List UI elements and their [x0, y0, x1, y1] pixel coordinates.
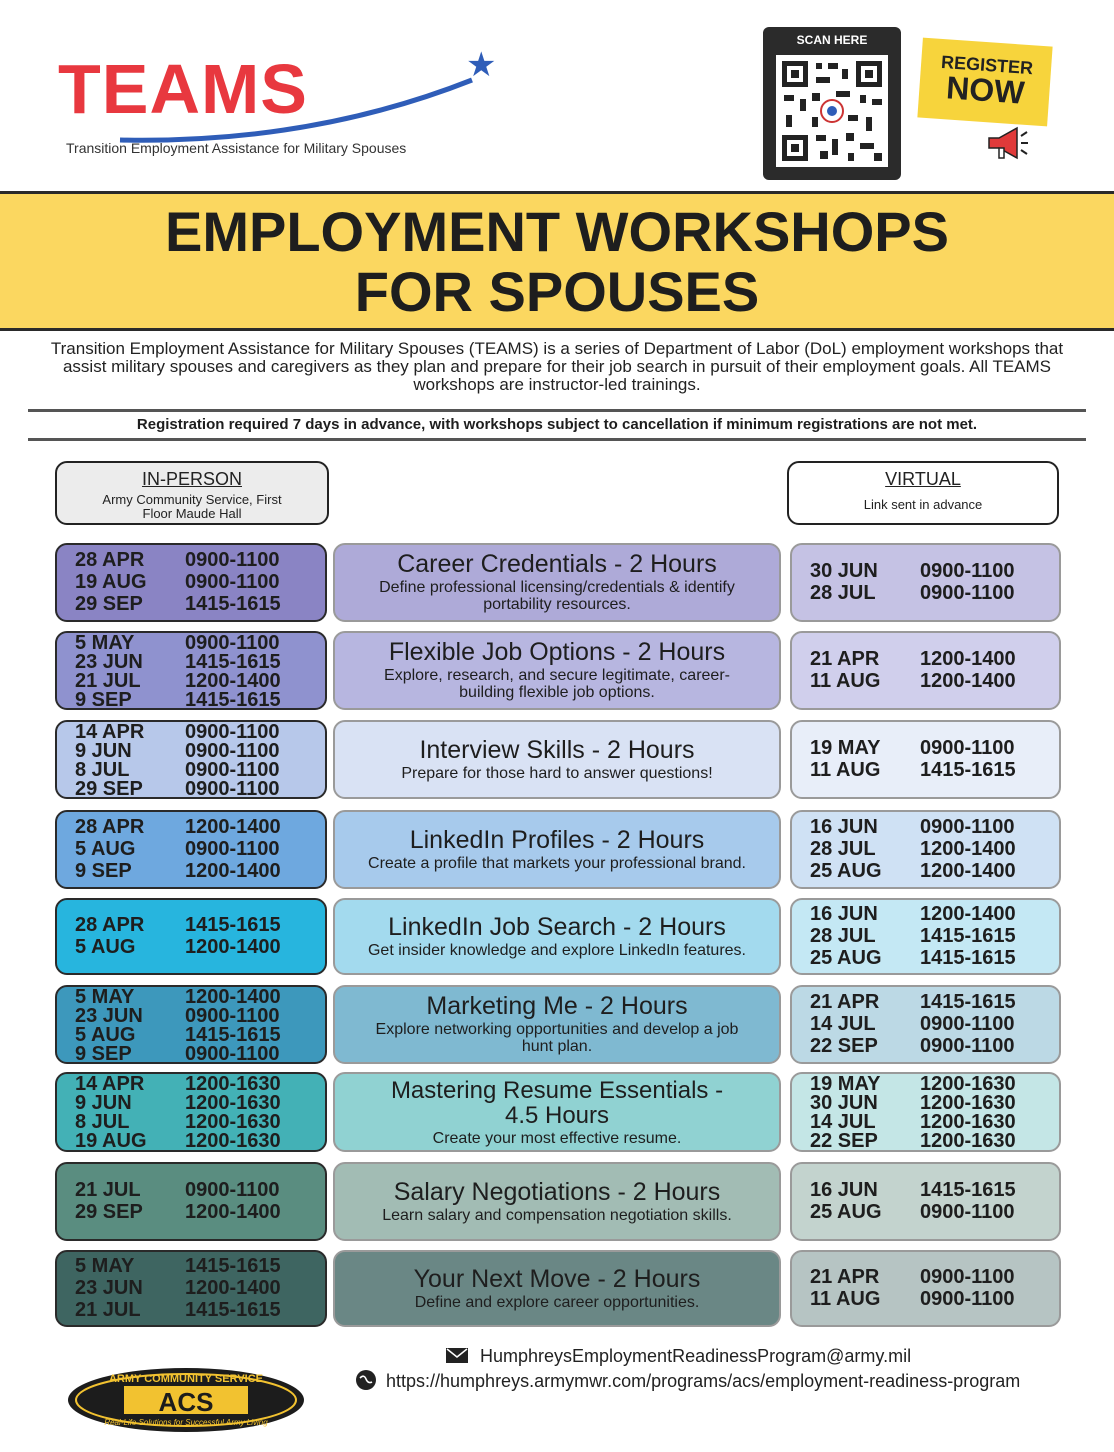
logo-tagline: Transition Employment Assistance for Military Spouses [66, 140, 407, 156]
session-line [810, 671, 1059, 693]
session-date: 5 MAY [75, 985, 135, 1008]
session-time: 1415-1615 [185, 592, 281, 615]
session-time: 1200-1400 [185, 669, 281, 692]
session-line [810, 861, 1059, 883]
session-time: 1415-1615 [920, 990, 1016, 1013]
session-date: 9 SEP [75, 859, 132, 882]
session-line [810, 1202, 1059, 1224]
session-time: 1200-1400 [185, 815, 281, 838]
workshop-card [333, 1250, 781, 1327]
contact-email-link[interactable]: HumphreysEmploymentReadinessProgram@army.mil [480, 1346, 912, 1366]
divider [28, 438, 1086, 441]
session-date: 28 APR [75, 815, 145, 838]
acs-bottom-text: Real-Life Solutions for Successful Army Living [104, 1418, 268, 1427]
session-line [810, 1014, 1059, 1036]
session-time: 1415-1615 [185, 1254, 281, 1277]
session-date: 19 AUG [75, 1130, 147, 1152]
session-date: 16 JUN [810, 902, 878, 925]
workshop-description: Create a profile that markets your professional brand. [368, 854, 746, 872]
session-line [810, 1289, 1059, 1311]
workshop-card [333, 631, 781, 710]
session-time: 1200-1400 [185, 1200, 281, 1223]
session-line [810, 649, 1059, 671]
session-line [75, 1112, 325, 1131]
in-person-header [55, 461, 329, 525]
session-time: 1200-1400 [185, 1276, 281, 1299]
session-date: 25 AUG [810, 1200, 882, 1223]
workshop-description: Create your most effective resume. [432, 1129, 682, 1147]
session-line [810, 738, 1059, 760]
workshop-description: Explore networking opportunities and develop a job hunt plan. [375, 1021, 739, 1055]
in-person-sessions [55, 1162, 327, 1241]
session-line [810, 992, 1059, 1014]
virtual-heading: VIRTUAL [885, 469, 961, 489]
session-date: 21 JUL [75, 1298, 141, 1321]
qr-code-icon[interactable] [776, 55, 888, 167]
in-person-sessions [55, 810, 327, 889]
in-person-sessions [55, 720, 327, 799]
globe-icon [356, 1370, 376, 1390]
virtual-header [787, 461, 1059, 525]
session-time: 1200-1630 [185, 1111, 281, 1133]
session-line [75, 861, 325, 883]
virtual-sessions [790, 1162, 1061, 1241]
envelope-icon [446, 1348, 468, 1363]
virtual-sessions [790, 1072, 1061, 1152]
session-time: 1200-1400 [920, 837, 1016, 860]
workshop-card [333, 985, 781, 1064]
session-line [810, 1074, 1059, 1093]
in-person-sessions [55, 631, 327, 710]
virtual-sessions [790, 898, 1061, 975]
register-now-text[interactable] [924, 52, 1047, 110]
session-time: 0900-1100 [920, 1200, 1015, 1223]
session-date: 9 SEP [75, 688, 132, 711]
session-date: 29 SEP [75, 777, 143, 800]
session-time: 0900-1100 [920, 1034, 1015, 1057]
workshop-title: LinkedIn Profiles - 2 Hours [409, 825, 705, 854]
session-line [75, 1256, 325, 1278]
session-line [75, 652, 325, 671]
session-time: 1200-1630 [920, 1111, 1016, 1133]
register-line2: NOW [945, 69, 1026, 111]
session-date: 22 SEP [810, 1034, 878, 1057]
session-date: 30 JUN [810, 559, 878, 582]
session-line [810, 948, 1059, 970]
workshop-card [333, 810, 781, 889]
session-date: 28 JUL [810, 581, 876, 604]
session-time: 1415-1615 [920, 758, 1016, 781]
workshop-card [333, 1162, 781, 1241]
session-time: 0900-1100 [185, 1004, 280, 1027]
session-time: 0900-1100 [920, 736, 1015, 759]
workshop-title: Flexible Job Options - 2 Hours [388, 638, 726, 666]
in-person-sessions [55, 898, 327, 975]
session-line [75, 633, 325, 652]
star-icon: ★ [466, 46, 497, 84]
qr-label: SCAN HERE [796, 33, 868, 47]
session-date: 5 MAY [75, 631, 135, 654]
session-date: 29 SEP [75, 1200, 143, 1223]
page-title-line1: EMPLOYMENT WORKSHOPS [164, 200, 950, 263]
session-line [75, 760, 325, 779]
session-time: 0900-1100 [185, 720, 280, 743]
session-date: 30 JUN [810, 1092, 878, 1114]
session-line [75, 915, 325, 937]
virtual-sessions [790, 720, 1061, 799]
session-line [75, 839, 325, 861]
workshop-card [333, 543, 781, 622]
session-date: 9 SEP [75, 1042, 132, 1065]
session-time: 1200-1400 [185, 859, 281, 882]
session-time: 0900-1100 [185, 570, 280, 593]
divider [28, 409, 1086, 412]
session-time: 1200-1630 [920, 1092, 1016, 1114]
session-line [810, 1131, 1059, 1150]
session-date: 9 JUN [75, 739, 132, 762]
workshop-title: Interview Skills - 2 Hours [419, 735, 695, 764]
session-date: 21 JUL [75, 1178, 141, 1201]
session-time: 1200-1400 [920, 669, 1016, 692]
workshop-description: Prepare for those hard to answer questions! [401, 764, 713, 782]
in-person-sessions [55, 1250, 327, 1327]
session-date: 8 JUL [75, 758, 130, 781]
session-date: 21 JUL [75, 669, 141, 692]
session-time: 1415-1615 [920, 1178, 1016, 1201]
session-line [810, 1093, 1059, 1112]
session-line [75, 741, 325, 760]
session-date: 23 JUN [75, 1004, 143, 1027]
session-date: 11 AUG [810, 1287, 881, 1310]
session-time: 0900-1100 [185, 631, 280, 654]
virtual-sessions [790, 631, 1061, 710]
session-date: 14 APR [75, 720, 145, 743]
session-time: 1415-1615 [185, 688, 281, 711]
session-date: 5 MAY [75, 1254, 135, 1277]
session-time: 0900-1100 [920, 815, 1015, 838]
session-date: 19 MAY [810, 1073, 881, 1095]
session-line [75, 572, 325, 594]
session-line [75, 1202, 325, 1224]
logo-wordmark: TEAMS [58, 50, 308, 128]
session-line [75, 987, 325, 1006]
intro-paragraph: Transition Employment Assistance for Military Spouses (TEAMS) is a series of Department of Labor (DoL) employment workshops that assist military spouses and caregivers as they plan and prepare for their job search in pursuit of their employment goals. All TEAMS workshops are instructor-led trainings. [50, 339, 1064, 394]
session-line [810, 904, 1059, 926]
session-line [75, 671, 325, 690]
session-line [810, 583, 1059, 605]
workshop-title: Career Credentials - 2 Hours [397, 550, 717, 578]
session-line [810, 817, 1059, 839]
session-line [810, 561, 1059, 583]
virtual-note: Link sent in advance [863, 497, 983, 512]
session-line [75, 1131, 325, 1150]
session-date: 16 JUN [810, 815, 878, 838]
session-date: 16 JUN [810, 1178, 878, 1201]
session-line [75, 1180, 325, 1202]
session-line [810, 1112, 1059, 1131]
session-date: 28 APR [75, 548, 145, 571]
session-date: 21 APR [810, 1265, 880, 1288]
session-date: 11 AUG [810, 758, 881, 781]
session-line [75, 1006, 325, 1025]
session-date: 14 JUL [810, 1012, 876, 1035]
session-time: 0900-1100 [920, 559, 1015, 582]
session-date: 29 SEP [75, 592, 143, 615]
in-person-heading: IN-PERSON [141, 469, 242, 489]
workshop-description: Define and explore career opportunities. [414, 1293, 700, 1311]
session-date: 9 JUN [75, 1092, 132, 1114]
session-line [75, 722, 325, 741]
session-line [810, 1267, 1059, 1289]
register-line1: REGISTER [940, 51, 1034, 79]
session-date: 5 AUG [75, 935, 136, 958]
virtual-sessions [790, 543, 1061, 622]
in-person-sessions [55, 985, 327, 1064]
session-line [810, 760, 1059, 782]
session-time: 1200-1400 [920, 859, 1016, 882]
session-time: 1200-1630 [185, 1073, 281, 1095]
session-line [75, 594, 325, 616]
session-line [75, 1044, 325, 1063]
session-date: 11 AUG [810, 669, 881, 692]
session-line [75, 779, 325, 798]
session-time: 1200-1630 [920, 1073, 1016, 1095]
workshop-description: Learn salary and compensation negotiation skills. [382, 1206, 732, 1224]
session-time: 0900-1100 [920, 1265, 1015, 1288]
session-time: 1200-1400 [920, 902, 1016, 925]
registration-notice: Registration required 7 days in advance, with workshops subject to cancellation if minimum registrations are not met. [136, 416, 978, 433]
megaphone-icon [985, 124, 1029, 170]
session-time: 1200-1400 [185, 935, 281, 958]
session-date: 28 JUL [810, 924, 876, 947]
session-time: 1200-1630 [185, 1092, 281, 1114]
session-line [75, 817, 325, 839]
session-line [75, 1074, 325, 1093]
session-time: 0900-1100 [920, 581, 1015, 604]
session-date: 21 APR [810, 990, 880, 1013]
workshop-title: Mastering Resume Essentials - 4.5 Hours [390, 1076, 724, 1129]
session-line [810, 1036, 1059, 1058]
session-line [75, 937, 325, 959]
workshop-description: Explore, research, and secure legitimate, career-building flexible job options. [384, 667, 730, 701]
session-time: 0900-1100 [185, 1042, 280, 1065]
session-time: 0900-1100 [185, 758, 280, 781]
session-time: 1415-1615 [185, 650, 281, 673]
workshop-card [333, 898, 781, 975]
session-line [75, 1278, 325, 1300]
session-time: 1415-1615 [920, 946, 1016, 969]
acs-mid-text: ACS [158, 1387, 214, 1417]
session-date: 14 JUL [810, 1111, 876, 1133]
workshop-description: Define professional licensing/credentials & identify portability resources. [379, 579, 735, 613]
workshop-card [333, 720, 781, 799]
in-person-location: Army Community Service, First Floor Maude Hall [102, 492, 282, 521]
session-line [75, 1025, 325, 1044]
session-date: 25 AUG [810, 946, 882, 969]
session-time: 0900-1100 [185, 739, 280, 762]
page-title-line2: FOR SPOUSES [354, 260, 760, 323]
virtual-sessions [790, 810, 1061, 889]
session-time: 1415-1615 [185, 1023, 281, 1046]
workshop-description: Get insider knowledge and explore LinkedIn features. [367, 941, 746, 959]
program-website-link[interactable]: https://humphreys.armymwr.com/programs/acs/employment-readiness-program [386, 1371, 1021, 1391]
session-date: 14 APR [75, 1073, 145, 1095]
session-time: 0900-1100 [185, 1178, 280, 1201]
session-time: 1415-1615 [185, 913, 281, 936]
workshop-card [333, 1072, 781, 1152]
session-line [810, 926, 1059, 948]
workshop-title: Salary Negotiations - 2 Hours [393, 1177, 721, 1206]
session-time: 1200-1400 [920, 647, 1016, 670]
session-time: 1200-1400 [185, 985, 281, 1008]
in-person-sessions [55, 1072, 327, 1152]
session-date: 19 AUG [75, 570, 147, 593]
session-date: 8 JUL [75, 1111, 130, 1133]
session-date: 23 JUN [75, 1276, 143, 1299]
acs-logo [66, 1366, 306, 1434]
session-line [75, 550, 325, 572]
session-time: 0900-1100 [920, 1287, 1015, 1310]
session-date: 5 AUG [75, 837, 136, 860]
session-date: 23 JUN [75, 650, 143, 673]
session-line [810, 1180, 1059, 1202]
acs-top-text: ARMY COMMUNITY SERVICE [108, 1373, 264, 1385]
session-date: 25 AUG [810, 859, 882, 882]
session-date: 5 AUG [75, 1023, 136, 1046]
session-date: 28 APR [75, 913, 145, 936]
session-line [75, 1093, 325, 1112]
session-time: 1415-1615 [185, 1298, 281, 1321]
session-date: 19 MAY [810, 736, 881, 759]
session-time: 0900-1100 [920, 1012, 1015, 1035]
session-time: 0900-1100 [185, 548, 280, 571]
virtual-sessions [790, 1250, 1061, 1327]
session-time: 1415-1615 [920, 924, 1016, 947]
session-line [810, 839, 1059, 861]
session-line [75, 690, 325, 709]
session-date: 28 JUL [810, 837, 876, 860]
session-date: 21 APR [810, 647, 880, 670]
session-date: 22 SEP [810, 1130, 878, 1152]
in-person-sessions [55, 543, 327, 622]
workshop-title: Marketing Me - 2 Hours [426, 992, 688, 1020]
session-line [75, 1300, 325, 1322]
session-time: 1200-1630 [185, 1130, 281, 1152]
virtual-sessions [790, 985, 1061, 1064]
workshop-title: Your Next Move - 2 Hours [413, 1264, 701, 1293]
workshop-title: LinkedIn Job Search - 2 Hours [388, 912, 726, 941]
session-time: 0900-1100 [185, 837, 280, 860]
session-time: 0900-1100 [185, 777, 280, 800]
session-time: 1200-1630 [920, 1130, 1016, 1152]
